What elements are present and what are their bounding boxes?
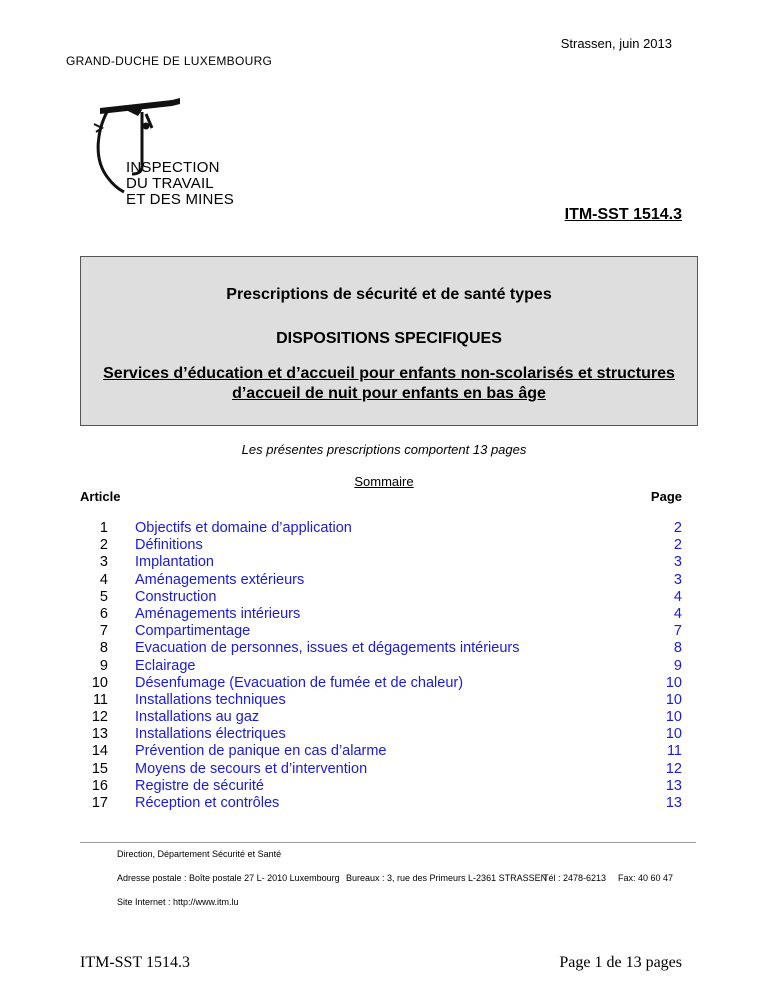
logo-text <box>126 160 234 208</box>
toc-item[interactable] <box>80 537 682 554</box>
toc-item[interactable] <box>80 589 682 606</box>
toc-item-page: 13 <box>665 795 682 811</box>
toc-item-number: 11 <box>92 691 108 708</box>
footer-postal-address: Adresse postale : Boîte postale 27 L- 2010 Luxembourg <box>117 873 340 883</box>
toc-item-title: Aménagements intérieurs <box>135 605 301 622</box>
toc-item[interactable] <box>80 743 682 760</box>
footer-organization: Direction, Département Sécurité et Santé <box>117 849 282 859</box>
toc-item-title: Définitions <box>135 537 203 554</box>
toc-item-page: 2 <box>673 520 682 536</box>
toc-item[interactable] <box>80 675 682 692</box>
toc-item-title: Désenfumage (Evacuation de fumée et de chaleur) <box>135 674 464 691</box>
toc-item[interactable] <box>80 623 682 640</box>
toc-item-title: Installations au gaz <box>135 709 260 726</box>
footer-document-ref: ITM-SST 1514.3 <box>80 954 190 971</box>
table-of-contents <box>80 520 682 812</box>
title-line-2: DISPOSITIONS SPECIFIQUES <box>276 330 502 347</box>
toc-item-number: 8 <box>99 640 108 657</box>
footer-fax: Fax: 40 60 47 <box>618 873 674 883</box>
toc-item[interactable] <box>80 554 682 571</box>
toc-item-number: 5 <box>99 588 108 605</box>
footer-page-number: Page 1 de 13 pages <box>559 954 682 971</box>
toc-item-page: 12 <box>665 760 682 777</box>
toc-item-page: 9 <box>673 657 682 674</box>
toc-item-page: 2 <box>673 537 682 554</box>
toc-item[interactable] <box>80 520 682 537</box>
toc-item-number: 10 <box>91 674 108 691</box>
toc-item[interactable] <box>80 709 682 726</box>
toc-item-number: 2 <box>99 537 108 554</box>
footer-website: Site Internet : http://www.itm.lu <box>117 897 239 907</box>
toc-item-page: 10 <box>665 709 682 726</box>
toc-item-page: 10 <box>665 726 682 743</box>
toc-item-number: 15 <box>91 760 108 777</box>
toc-item-title: Registre de sécurité <box>135 777 264 794</box>
toc-column-page: Page <box>650 489 682 504</box>
toc-item-page: 10 <box>665 691 682 708</box>
footer-divider <box>80 842 696 843</box>
toc-item-page: 13 <box>665 777 682 794</box>
toc-item-page: 4 <box>673 605 682 622</box>
toc-item-page: 8 <box>673 640 682 657</box>
toc-item-number: 1 <box>99 520 108 536</box>
toc-item[interactable] <box>80 692 682 709</box>
page-count-note: Les présentes prescriptions comportent 13 pages <box>241 442 527 457</box>
country-header: GRAND-DUCHE DE LUXEMBOURG <box>66 54 273 68</box>
toc-item-number: 14 <box>91 743 108 760</box>
toc-item-page: 4 <box>673 588 682 605</box>
toc-item[interactable] <box>80 726 682 743</box>
toc-item-number: 17 <box>91 795 108 811</box>
document-date: Strassen, juin 2013 <box>560 36 672 51</box>
toc-item-page: 3 <box>673 554 682 571</box>
toc-item-page: 10 <box>665 674 682 691</box>
toc-item[interactable] <box>80 795 682 812</box>
toc-item-number: 3 <box>99 554 108 571</box>
toc-item[interactable] <box>80 761 682 778</box>
toc-item[interactable] <box>80 606 682 623</box>
logo-line-2: DU TRAVAIL <box>126 175 214 192</box>
title-box <box>80 256 698 426</box>
toc-heading: Sommaire <box>354 474 414 489</box>
title-line-3: Services d’éducation et d’accueil pour enfants non-scolarisés et structures d’accueil de nuit pour enfants en bas âge <box>103 365 675 402</box>
toc-item-number: 6 <box>99 605 108 622</box>
toc-item-title: Implantation <box>135 554 214 571</box>
toc-item[interactable] <box>80 658 682 675</box>
toc-item-number: 7 <box>99 623 108 640</box>
logo-line-1: INSPECTION <box>126 159 220 176</box>
toc-item-number: 9 <box>99 657 108 674</box>
footer-office-address: Bureaux : 3, rue des Primeurs L-2361 STRASSEN <box>346 873 548 883</box>
toc-item-title: Evacuation de personnes, issues et dégagements intérieurs <box>135 640 520 657</box>
toc-item-number: 13 <box>91 726 108 743</box>
toc-item-title: Installations techniques <box>135 691 286 708</box>
toc-column-article: Article <box>80 489 121 504</box>
toc-item-number: 12 <box>91 709 108 726</box>
toc-item-title: Installations électriques <box>135 726 286 743</box>
toc-item[interactable] <box>80 640 682 657</box>
toc-item-title: Eclairage <box>135 657 196 674</box>
toc-item-title: Prévention de panique en cas d’alarme <box>135 743 387 760</box>
footer-telephone: Tél : 2478-6213 <box>543 873 607 883</box>
toc-item[interactable] <box>80 572 682 589</box>
toc-item-title: Réception et contrôles <box>135 795 280 811</box>
document-reference: ITM-SST 1514.3 <box>564 206 682 223</box>
toc-item-title: Objectifs et domaine d’application <box>135 520 352 536</box>
toc-item-page: 3 <box>673 571 682 588</box>
toc-item-title: Moyens de secours et d’intervention <box>135 760 368 777</box>
toc-item-title: Compartimentage <box>135 623 251 640</box>
toc-item-page: 7 <box>673 623 682 640</box>
logo-line-3: ET DES MINES <box>126 191 234 208</box>
toc-item-title: Aménagements extérieurs <box>135 571 305 588</box>
toc-item[interactable] <box>80 778 682 795</box>
toc-item-number: 4 <box>99 571 108 588</box>
toc-item-number: 16 <box>91 777 108 794</box>
toc-item-title: Construction <box>135 588 217 605</box>
toc-item-page: 11 <box>666 743 682 760</box>
title-line-1: Prescriptions de sécurité et de santé types <box>226 286 552 303</box>
